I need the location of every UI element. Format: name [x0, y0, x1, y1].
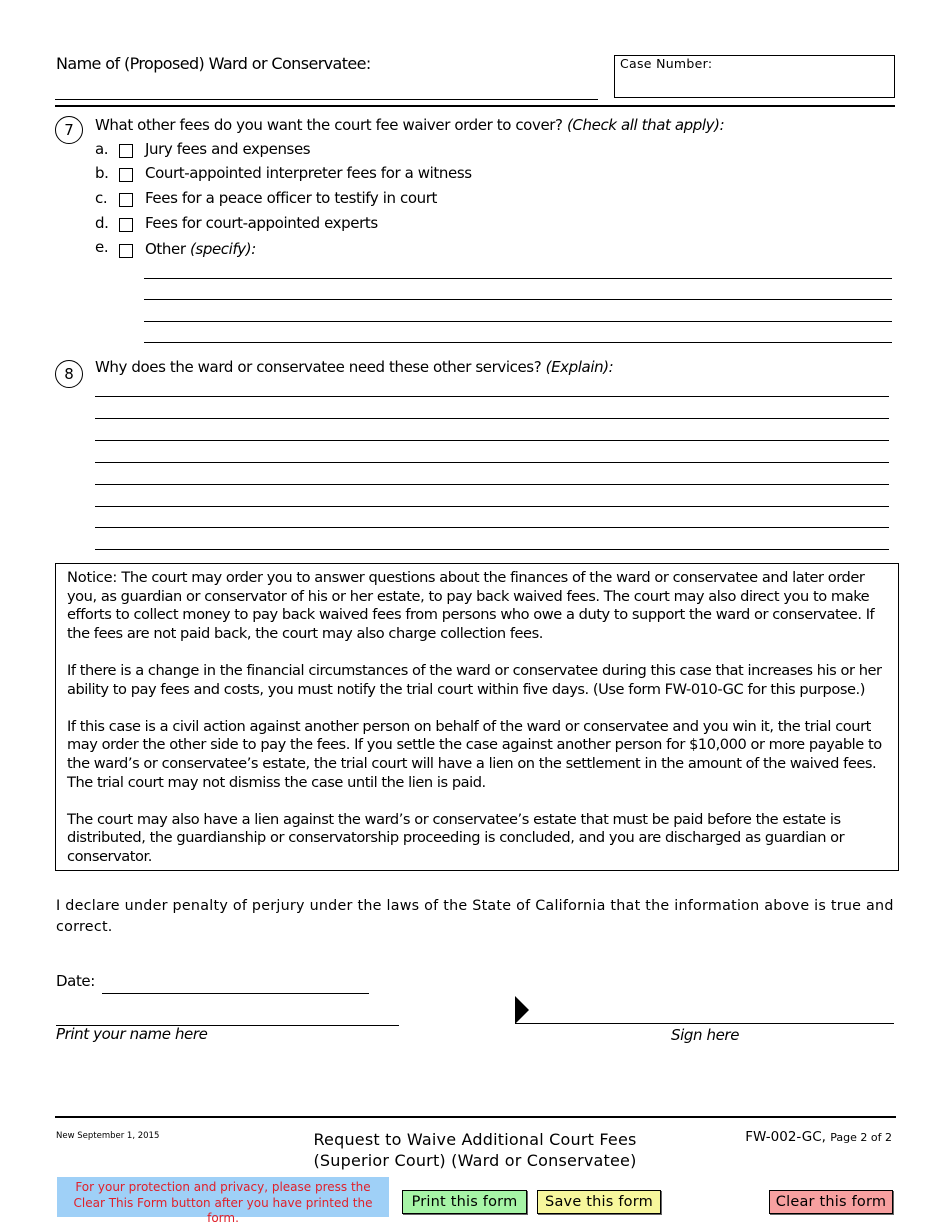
other-fees-label: Other (specify):	[145, 240, 256, 258]
notice-paragraph-4: The court may also have a lien against the ward’s or conservatee’s estate that must be paid before the estate is distributed, the guardianship or conservatorship proceeding is concluded, and you are discharged as guardian or conservator.	[67, 810, 845, 865]
other-specify-line[interactable]	[144, 321, 892, 322]
explain-line[interactable]	[95, 484, 889, 485]
revision-date: New September 1, 2015	[56, 1131, 160, 1141]
ward-name-field[interactable]	[55, 99, 598, 100]
date-label: Date:	[56, 972, 95, 990]
print-name-label: Print your name here	[56, 1025, 208, 1043]
item-8-number: 8	[55, 360, 83, 388]
interpreter-fees-checkbox[interactable]	[119, 168, 133, 182]
explain-line[interactable]	[95, 462, 889, 463]
option-letter: e.	[95, 238, 109, 256]
form-title-line-2: (Superior Court) (Ward or Conservatee)	[313, 1151, 637, 1170]
option-letter: c.	[95, 189, 108, 207]
option-letter: d.	[95, 214, 109, 232]
form-title-line-1: Request to Waive Additional Court Fees	[313, 1130, 637, 1149]
item-7-question: What other fees do you want the court fee waiver order to cover? (Check all that apply):	[95, 116, 725, 134]
notice-paragraph-2: If there is a change in the financial circumstances of the ward or conservatee during this case that increases his or her ability to pay fees and costs, you must notify the trial court within five days. (Use form FW-010-GC for this purpose.)	[67, 661, 882, 698]
item-7-number: 7	[55, 116, 83, 144]
footer-rule	[55, 1116, 896, 1118]
explain-line[interactable]	[95, 440, 889, 441]
jury-fees-label: Jury fees and expenses	[145, 140, 311, 158]
print-form-button[interactable]: Print this form	[402, 1190, 527, 1214]
jury-fees-checkbox[interactable]	[119, 144, 133, 158]
form-title	[270, 1129, 680, 1171]
peace-officer-fees-label: Fees for a peace officer to testify in court	[145, 189, 437, 207]
notice-box	[55, 563, 899, 871]
case-number-label: Case Number:	[620, 56, 713, 71]
item-8-question: Why does the ward or conservatee need these other services? (Explain):	[95, 358, 614, 376]
explain-line[interactable]	[95, 506, 889, 507]
explain-line[interactable]	[95, 396, 889, 397]
option-letter: b.	[95, 164, 109, 182]
explain-line[interactable]	[95, 549, 889, 550]
sign-here-label: Sign here	[671, 1026, 740, 1044]
option-letter: a.	[95, 140, 109, 158]
clear-form-button[interactable]: Clear this form	[769, 1190, 893, 1214]
other-specify-line[interactable]	[144, 342, 892, 343]
other-fees-checkbox[interactable]	[119, 244, 133, 258]
sign-arrow-icon	[515, 996, 529, 1024]
form-id: FW-002-GC, Page 2 of 2	[745, 1129, 892, 1145]
explain-line[interactable]	[95, 527, 889, 528]
ward-name-label: Name of (Proposed) Ward or Conservatee:	[56, 54, 371, 73]
notice-paragraph-1: Notice: The court may order you to answer questions about the finances of the ward or conservatee and later order you, as guardian or conservator of his or her estate, to pay back waived fees. The court may also direct you to make efforts to collect money to pay back waived fees from persons who owe a duty to support the ward or conservatee. If the fees are not paid back, the court may also charge collection fees.	[67, 569, 875, 642]
other-specify-line[interactable]	[144, 299, 892, 300]
declaration-text: I declare under penalty of perjury under the laws of the State of California that the information above is true and correct.	[56, 898, 894, 935]
expert-fees-label: Fees for court-appointed experts	[145, 214, 378, 232]
case-number-box[interactable]	[614, 55, 895, 98]
expert-fees-checkbox[interactable]	[119, 218, 133, 232]
header-rule	[55, 105, 895, 107]
other-specify-line[interactable]	[144, 278, 892, 279]
peace-officer-fees-checkbox[interactable]	[119, 193, 133, 207]
signature-field[interactable]	[515, 1023, 894, 1024]
page-number: Page 2 of 2	[830, 1131, 892, 1144]
privacy-note: For your protection and privacy, please press the Clear This Form button after you have printed the form.	[57, 1177, 389, 1217]
interpreter-fees-label: Court-appointed interpreter fees for a witness	[145, 164, 472, 182]
notice-paragraph-3: If this case is a civil action against another person on behalf of the ward or conservatee and you win it, the trial court may order the other side to pay the fees. If you settle the case against another person for $10,000 or more payable to the ward’s or conservatee’s estate, the trial court will have a lien on the settlement in the amount of the waived fees. The trial court may not dismiss the case until the lien is paid.	[67, 717, 882, 791]
save-form-button[interactable]: Save this form	[537, 1190, 661, 1214]
date-field[interactable]	[102, 993, 369, 994]
explain-line[interactable]	[95, 418, 889, 419]
notice-label: Notice:	[67, 569, 118, 586]
